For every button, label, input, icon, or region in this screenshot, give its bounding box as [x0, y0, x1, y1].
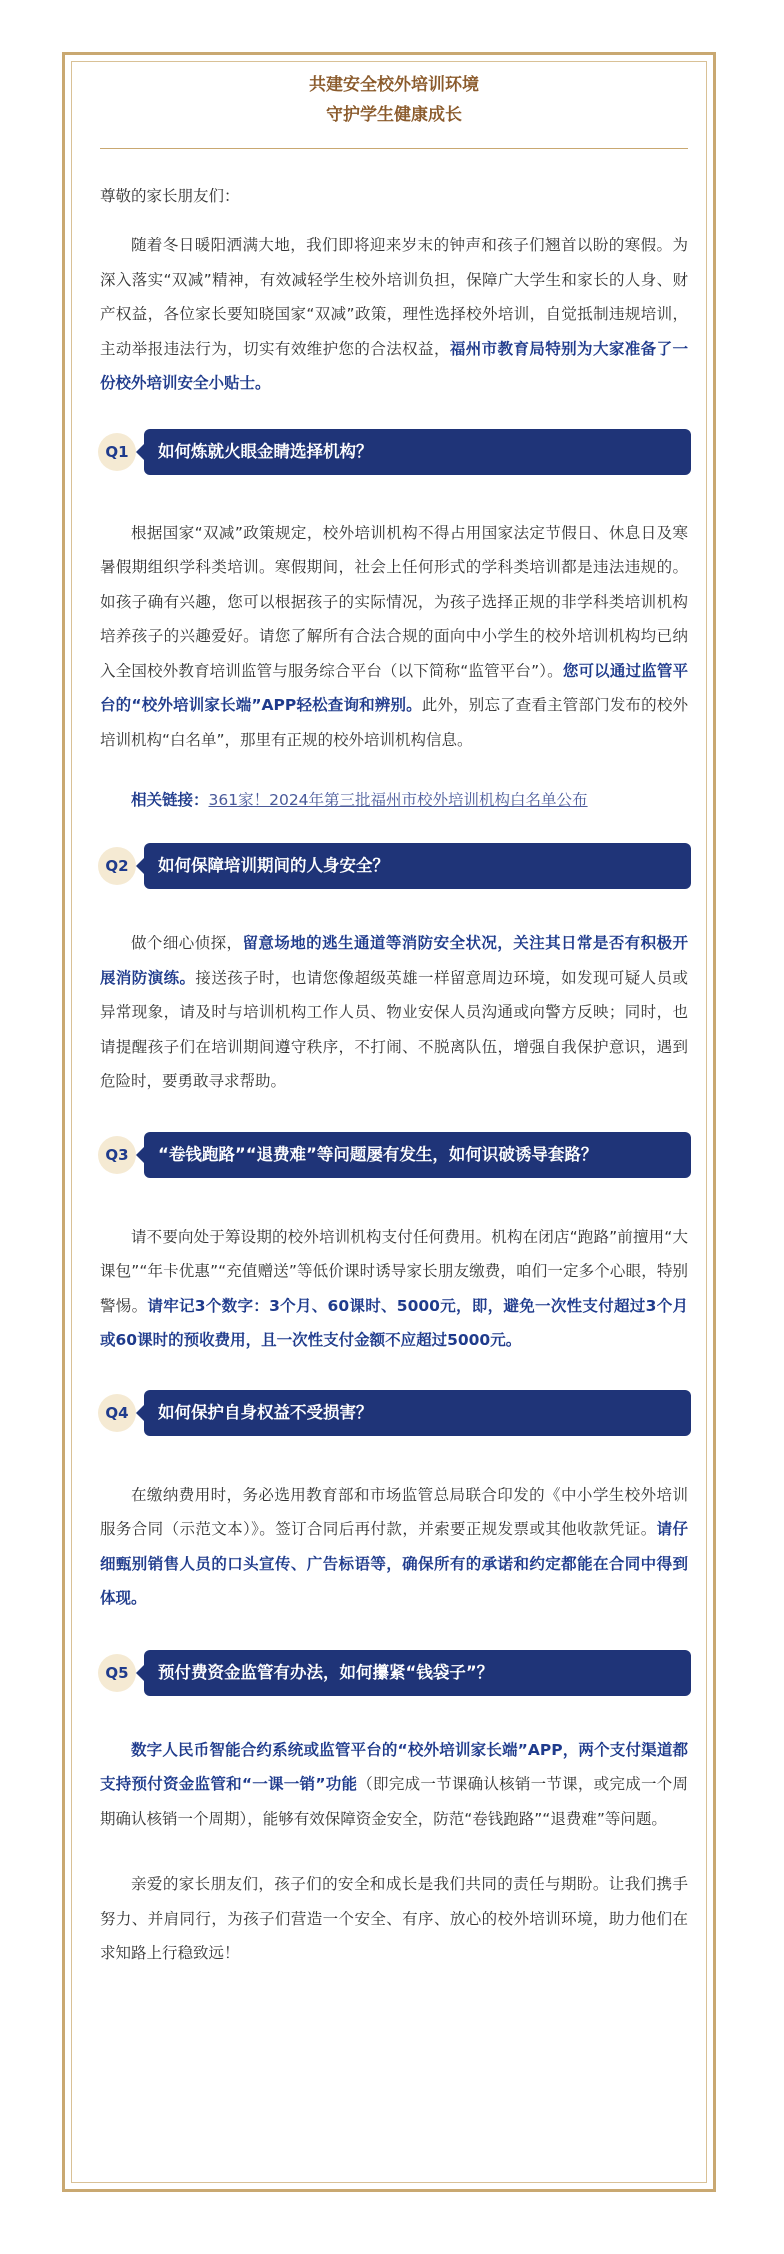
greeting: 尊敬的家长朋友们：	[100, 187, 240, 205]
closing-paragraph: 亲爱的家长朋友们，孩子们的安全和成长是我们共同的责任与期盼。让我们携手努力、并肩同行，为孩子们营造一个安全、有序、放心的校外培训环境，助力他们在求知路上行稳致远！	[100, 1875, 688, 1962]
q2-highlight: 留意场地的逃生通道等消防安全状况，关注其日常是否有积极开展消防演练。	[100, 934, 688, 987]
q4-highlight: 请仔细甄别销售人员的口头宣传、广告标语等，确保所有的承诺和约定都能在合同中得到体现。	[100, 1520, 688, 1607]
question-title-q4: 如何保护自身权益不受损害？	[144, 1390, 691, 1436]
q1-text-1: 根据国家“双减”政策规定，校外培训机构不得占用国家法定节假日、休息日及寒暑假期组织学科类培训。寒假期间，社会上任何形式的学科类培训都是违法违规的。如孩子确有兴趣，您可以根据孩子的实际情况，为孩子选择正规的非学科类培训机构培养孩子的兴趣爱好。请您了解所有合法合规的面向中小学生的校外培训机构均已纳入全国校外教育培训监管与服务综合平台（以下简称“监管平台”）。	[100, 523, 688, 680]
question-title-q5: 预付费资金监管有办法，如何攥紧“钱袋子”？	[144, 1650, 691, 1696]
q5-highlight: 数字人民币智能合约系统或监管平台的“校外培训家长端”APP，两个支付渠道都支持预付资金监管和“一课一销”功能	[100, 1740, 688, 1793]
related-link[interactable]: 361家！2024年第三批福州市校外培训机构白名单公布	[208, 791, 588, 809]
related-link-label: 相关链接：	[131, 791, 209, 809]
related-link-row	[100, 787, 688, 813]
title-line-1: 共建安全校外培训环境	[309, 75, 479, 95]
question-badge-q4: Q4	[98, 1394, 136, 1432]
title-line-2: 守护学生健康成长	[326, 105, 462, 125]
title-divider	[100, 148, 688, 149]
article-title	[100, 70, 688, 130]
question-4	[100, 1390, 688, 1436]
q1-answer	[100, 516, 688, 758]
question-badge-q2: Q2	[98, 847, 136, 885]
q2-answer	[100, 926, 688, 1099]
question-1	[100, 429, 688, 475]
q4-answer	[100, 1478, 688, 1616]
q5-text-1: （即完成一节课确认核销一节课，或完成一个周期确认核销一个周期），能够有效保障资金安全，防范“卷钱跑路”“退费难”等问题。	[100, 1775, 688, 1828]
question-title-q3: “卷钱跑路”“退费难”等问题屡有发生，如何识破诱导套路？	[144, 1132, 691, 1178]
q1-text-2: 此外，别忘了查看主管部门发布的校外培训机构“白名单”，那里有正规的校外培训机构信息。	[100, 696, 688, 749]
question-5	[100, 1650, 688, 1696]
question-badge-q5: Q5	[98, 1654, 136, 1692]
question-title-q1: 如何炼就火眼金睛选择机构？	[144, 429, 691, 475]
q1-highlight: 您可以通过监管平台的“校外培训家长端”APP轻松查询和辨别。	[100, 661, 688, 714]
q4-text-1: 在缴纳费用时，务必选用教育部和市场监管总局联合印发的《中小学生校外培训服务合同（示范文本）》。签订合同后再付款，并索要正规发票或其他收款凭证。	[100, 1485, 688, 1538]
intro-highlight: 福州市教育局特别为大家准备了一份校外培训安全小贴士。	[100, 339, 688, 392]
intro-paragraph	[100, 228, 688, 401]
q2-text-2: 接送孩子时，也请您像超级英雄一样留意周边环境，如发现可疑人员或异常现象，请及时与培训机构工作人员、物业安保人员沟通或向警方反映；同时，也请提醒孩子们在培训期间遵守秩序，不打闹、不脱离队伍，增强自我保护意识，遇到危险时，要勇敢寻求帮助。	[100, 968, 688, 1090]
intro-text: 随着冬日暖阳洒满大地，我们即将迎来岁末的钟声和孩子们翘首以盼的寒假。为深入落实“双减”精神，有效减轻学生校外培训负担，保障广大学生和家长的人身、财产权益，各位家长要知晓国家“双减”政策，理性选择校外培训，自觉抵制违规培训，主动举报违法行为，切实有效维护您的合法权益，	[100, 236, 688, 358]
question-title-q2: 如何保障培训期间的人身安全？	[144, 843, 691, 889]
question-2	[100, 843, 688, 889]
q3-text-1: 请不要向处于筹设期的校外培训机构支付任何费用。机构在闭店“跑路”前擅用“大课包”“年卡优惠”“充值赠送”等低价课时诱导家长朋友缴费，咱们一定多个心眼，特别警惕。	[100, 1227, 688, 1315]
question-badge-q3: Q3	[98, 1136, 136, 1174]
q5-answer	[100, 1733, 688, 1837]
article-content	[100, 70, 688, 1971]
question-3	[100, 1132, 688, 1178]
q2-text-1: 做个细心侦探，	[131, 934, 243, 952]
q3-answer	[100, 1220, 688, 1358]
question-badge-q1: Q1	[98, 433, 136, 471]
q3-highlight: 请牢记3个数字：3个月、60课时、5000元，即，避免一次性支付超过3个月或60课时的预收费用，且一次性支付金额不应超过5000元。	[100, 1296, 688, 1349]
